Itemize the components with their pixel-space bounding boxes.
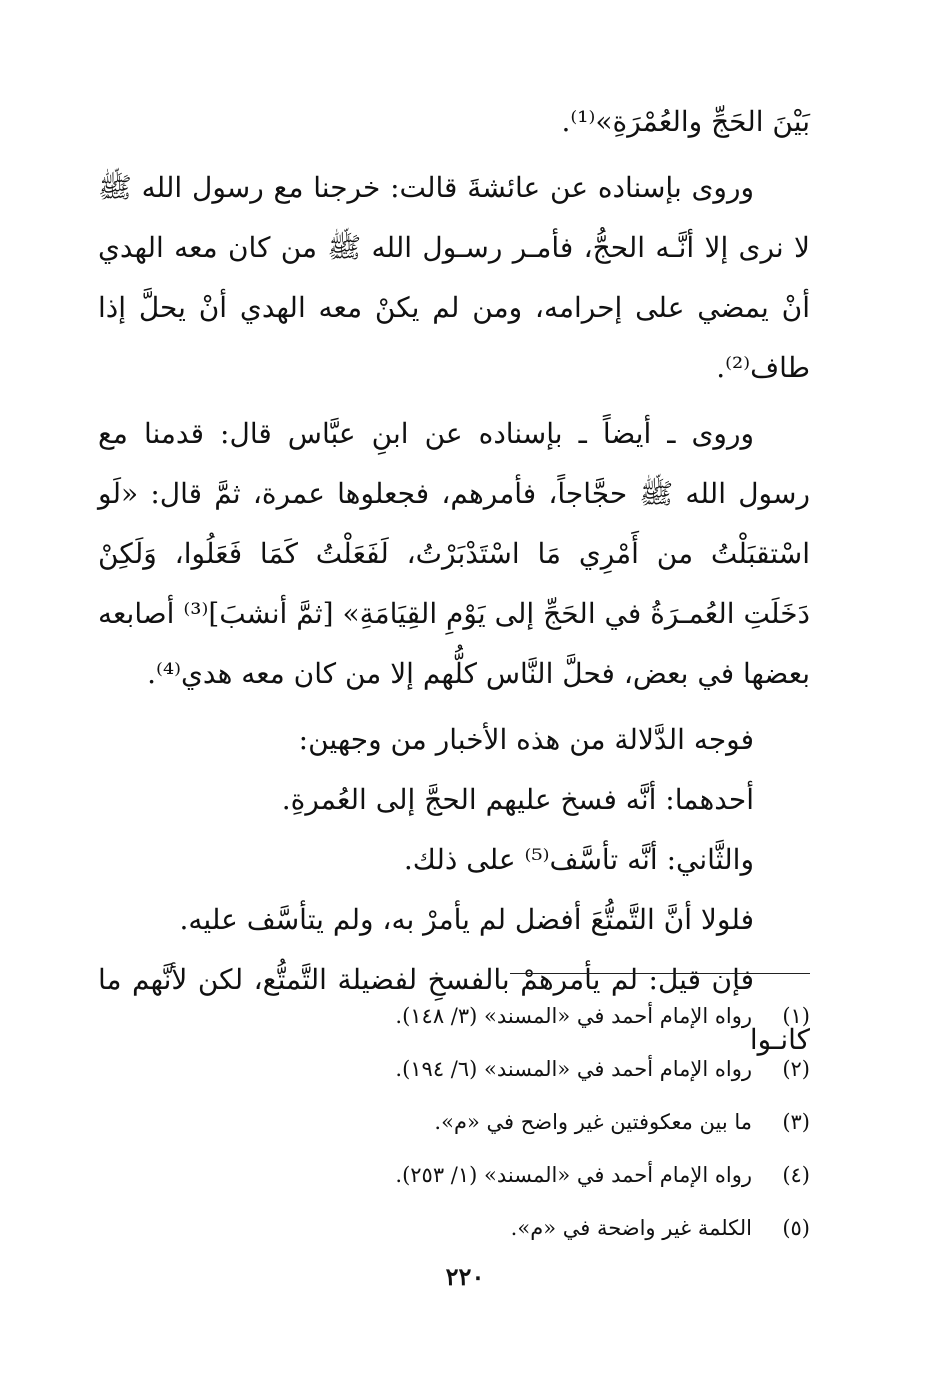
footnote-number: (١) xyxy=(782,1004,810,1028)
footnote-divider xyxy=(510,973,810,974)
page-body xyxy=(98,92,810,1070)
footnote-item xyxy=(120,1096,810,1149)
footnote-number: (٤) xyxy=(782,1163,810,1187)
paragraph-objection: فإن قيل: لم يأمرهمْ بالفسخِ لفضيلة التَّمتُّع، لكن لأنَّهم ما كانـوا xyxy=(98,963,810,1056)
footnote-number: (٢) xyxy=(782,1057,810,1081)
footnote-number: (٣) xyxy=(782,1110,810,1134)
paragraph-second-aspect: والثَّاني: أنَّه تأسَّف⁽⁵⁾ على ذلك. xyxy=(403,843,754,876)
footnotes xyxy=(120,990,810,1255)
footnote-item xyxy=(120,1202,810,1255)
paragraph-aisha-narration: وروى بإسناده عن عائشةَ قالت: خرجنا مع رسول الله ﷺ لا نرى إلا أنَّـه الحجُّ، فأمـر رسـول الله ﷺ من كان معه الهدي أنْ يمضي على إحرامه، ومن لم يكنْ معه الهدي أنْ يحلَّ إذا طاف⁽²⁾. xyxy=(98,171,810,384)
footnote-text: الكلمة غير واضحة في «م». xyxy=(510,1216,752,1240)
paragraph-conclusion: فلولا أنَّ التَّمتُّعَ أفضل لم يأمرْ به، ولم يتأسَّف عليه. xyxy=(179,903,754,936)
footnote-number: (٥) xyxy=(782,1216,810,1240)
footnote-text: رواه الإمام أحمد في «المسند» (٣/ ١٤٨). xyxy=(395,1004,752,1028)
footnote-text: رواه الإمام أحمد في «المسند» (١/ ٢٥٣). xyxy=(395,1163,752,1187)
paragraph-evidence-intro: فوجه الدَّلالة من هذه الأخبار من وجهين: xyxy=(298,723,754,756)
page-number: ٢٢٠ xyxy=(445,1262,485,1291)
footnote-item xyxy=(120,1043,810,1096)
footnote-text: ما بين معكوفتين غير واضح في «م». xyxy=(434,1110,752,1134)
main-text xyxy=(98,92,810,1070)
paragraph-continuation: بَيْنَ الحَجِّ والعُمْرَةِ»⁽¹⁾. xyxy=(561,105,810,138)
footnote-item xyxy=(120,1149,810,1202)
footnote-text: رواه الإمام أحمد في «المسند» (٦/ ١٩٤). xyxy=(395,1057,752,1081)
footnote-item xyxy=(120,990,810,1043)
paragraph-ibn-abbas-narration: وروى ـ أيضاً ـ بإسناده عن ابنِ عبَّاس قال: قدمنا مع رسول الله ﷺ حجَّاجاً، فأمرهم، فجعلوها عمرة، ثمَّ قال: «لَو اسْتقبَلْتُ من أَمْرِي مَا اسْتَدْبَرْتُ، لَفَعَلْتُ كَمَا فَعَلُوا، وَلَكِنْ دَخَلَتِ العُمـرَةُ في الحَجِّ إلى يَوْمِ القِيَامَةِ» [ثمَّ أنشبَ]⁽³⁾ أصابعه بعضها في بعض، فحلَّ النَّاس كلُّهم إلا من كان معه هدي⁽⁴⁾. xyxy=(98,417,810,690)
paragraph-first-aspect: أحدهما: أنَّه فسخ عليهم الحجَّ إلى العُمرةِ. xyxy=(281,783,754,816)
